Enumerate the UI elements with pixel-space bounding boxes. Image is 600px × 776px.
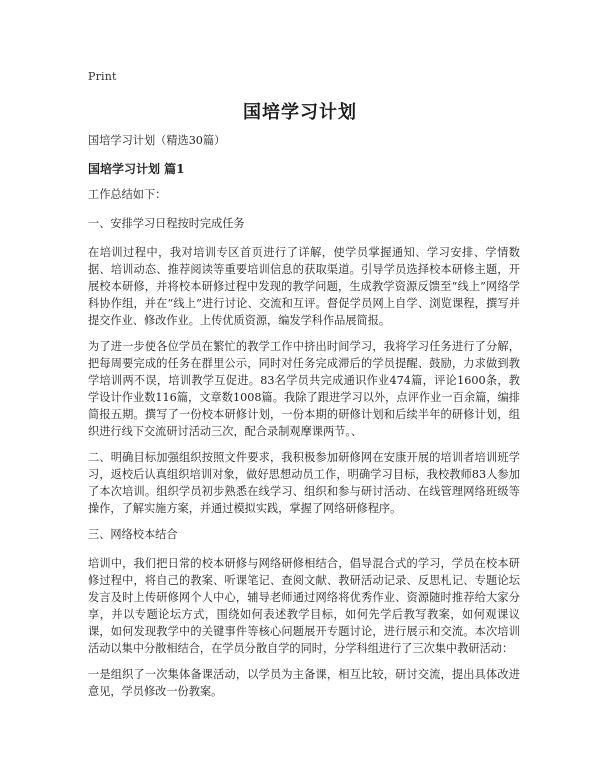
print-label: Print (88, 70, 117, 83)
document-body (88, 132, 520, 709)
paragraph: 在培训过程中，我对培训专区首页进行了详解，使学员掌握通知、学习安排、学情数据、培训动态、推荐阅读等重要培训信息的获取渠道。引导学员选择校本研修主题，开展校本研修，并将校本研修过程中发现的教学问题，生成教学资源反馈至“线上”网络学科协作组，并在“线上”进行讨论、交流和互评。督促学员网上自学、浏览课程，撰写并提交作业、修改作业。上传优质资源，编发学科作品展简报。 (88, 246, 520, 327)
document-subtitle: 国培学习计划（精选30篇） (88, 134, 226, 147)
paragraph: 培训中，我们把日常的校本研修与网络研修相结合，倡导混合式的学习，学员在校本研修过程中，将自己的教案、听课笔记、查阅文献、教研活动记录、反思札记、专题论坛发言及时上传研修网个人中心，辅导老师通过网络将优秀作业、资源随时推荐给大家分享，并以专题论坛方式，围绕如何表述教学目标，如何先学后教写教案，如何观课议课，如何发现教学中的关键事件等核心问题展开专题讨论，进行展示和交流。本次培训活动以集中分散相结合，在学员分散自学的同时，分学科组进行了三次集中教研活动： (88, 557, 520, 655)
section-heading: 国培学习计划 篇1 (88, 162, 185, 176)
subheading: 三、网络校本结合 (88, 528, 178, 541)
document-title: 国培学习计划 (243, 102, 357, 123)
paragraph: 二、明确目标加强组织按照文件要求，我积极参加研修网在安康开展的培训者培训班学习，返校后认真组织培训对象，做好思想动员工作，明确学习目标，我校教师83人参加了本次培训。组织学员初步熟悉在线学习、组织和参与研讨活动、在线管理网络班级等操作，了解实施方案，并通过模拟实践，掌握了网络研修程序。 (88, 451, 520, 515)
paragraph: 工作总结如下： (88, 188, 167, 201)
paragraph: 为了进一步使各位学员在繁忙的教学工作中挤出时间学习，我将学习任务进行了分解，把每周要完成的任务在群里公示，同时对任务完成滞后的学员提醒、鼓励，力求做到教学培训两不误，培训教学互促进。83名学员共完成通识作业474篇，评论1600条，教学设计作业数116篇，文章数1008篇。我除了跟进学习以外，点评作业一百余篇，编排简报五期。撰写了一份校本研修计划，一份本期的研修计划和后续半年的研修计划，组织进行线下交流研讨活动三次，配合录制观摩课两节。、 (88, 340, 520, 438)
subheading: 一、安排学习日程按时完成任务 (88, 217, 245, 230)
paragraph: 一是组织了一次集体备课活动，以学员为主备课，相互比较，研讨交流，提出具体改进意见，学员修改一份教案。 (88, 668, 520, 698)
